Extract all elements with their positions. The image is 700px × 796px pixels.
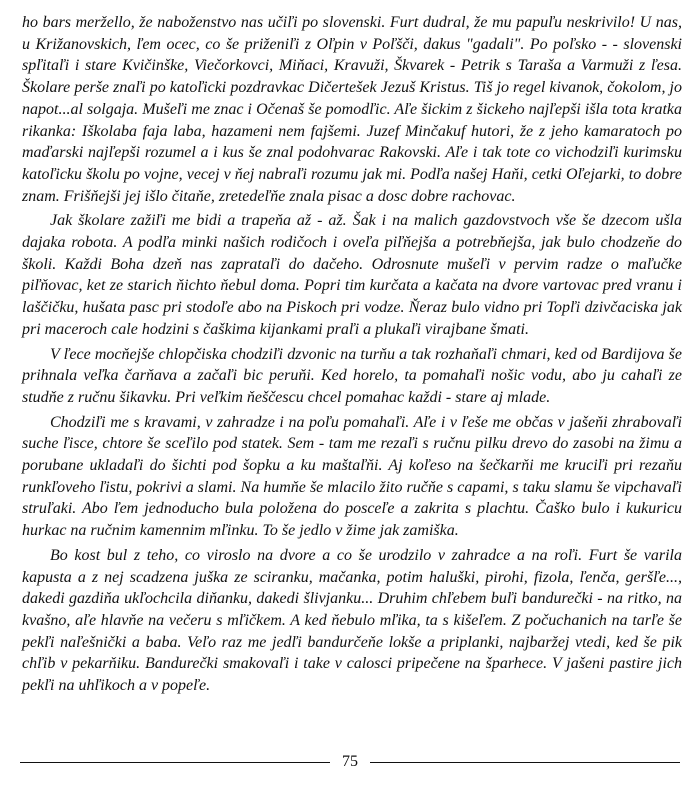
page-number: 75 — [342, 753, 358, 770]
paragraph-3: V ľece mocňejše chlopčiska chodziľi dzvonic na turňu a tak rozhaňaľi chmari, ked od Bardijova še prihnala veľka čarňava a začaľi bic peruňi. Ked horelo, ta pomahaľi nošic vodu, abo ju cahaľi ze studňe z ručnu šikavku. Pri veľkim ňeščescu chcel pomahac každi - stare aj mlade. — [22, 345, 682, 406]
paragraph-1: ho bars meržello, že naboženstvo nas učiľi po slovenski. Furt dudral, že mu papuľu neskrivilo! U nas, u Križanovskich, ľem ocec, co še priženiľi z Oľpin v Poľšči, dakus "gadali". Po poľsko - - slovenski spľitaľi i stare Kvičinške, Viečorkovci, Miňaci, Kravuži, Škvarek - Petrik s Taraša a Varmuži z ľesa. Školare perše znaľi po katoľicki pozdravkac Dičertešek Jezuš Kristus. Tiš jo regel kivanok, čokolom, jo napot...al solgaja. Mušeľi me znac i Očenaš še pomodľic. Aľe šickim z šickeho najľepši išla tota kratka rikanka: Iškolaba faja laba, hazameni nem fajšemi. Juzef Minčakuf hutori, že z jeho kamaratoch po maďarski najľepši rozumel a i kus še znal podohvarac Rakovski. Aľe i tak tote co vichodziľi kurimsku katoľicku školu po vojne, vecej v ňej nabraľi rozumu jak mi. Podľa našej Haňi, cetki Oľejarki, to dobre znam. Frišňejši jej išlo čitaňe, zretedeľňe znala pisac a dosc dobre rachovac. — [22, 14, 682, 205]
footer-rule-left — [20, 762, 330, 763]
paragraph-2: Jak školare zažiľi me bidi a trapeňa až - až. Šak i na malich gazdovstvoch vše še dzecom ušla dajaka robota. A podľa minki našich rodičoch i oveľa piľňejša a potrebňejša, jak bulo chodzeňe do školi. Každi Boha dzeň nas zaprataľi do dačeho. Odrosnute mušeľi v pervim radze o maľučke piľňovac, ket ze starich ňichto ňebul doma. Popri tim kurčata a kačata na dvore vartovac pred vranu i laščičku, hušata pasc pri stodoľe abo na Piskoch pri vodze. Ňeraz bulo vidno pri Topľi dzivčaciska jak pri maceroch cale hodzini s čaškima kijankami praľi a plukaľi virajbane šmati. — [22, 212, 682, 338]
footer-rule-right — [370, 762, 680, 763]
paragraph-4: Chodziľi me s kravami, v zahradze i na poľu pomahaľi. Aľe i v ľeše me občas v jašeňi zhrabovaľi suche ľisce, chtore še sceľilo pod statek. Sem - tam me rezaľi s ručnu pilku drevo do zasobi na žimu a porubane ukladaľi do šichti pod šopku a ku maštaľňi. Aj koľeso na šečkarňi me kruciľi pri rezaňu runkľoveho ľistu, pokrivi a slami. Na humňe še mlacilo žito ručňe s capami, s taku slamu še vipchavaľi struľaki. Abo ľem jednoducho bula položena do posceľe a zakrita s plachtu. Čaško bulo i kukuricu hurkac na ručnim kamennim mľinku. To še jedlo v žime jak zamiška. — [22, 413, 682, 540]
page-footer — [20, 752, 680, 772]
document-page — [22, 12, 682, 700]
paragraph-5: Bo kost bul z teho, co viroslo na dvore a co še urodzilo v zahradce a na roľi. Furt še varila kapusta a z nej scadzena juška ze sciranku, mačanka, potim haluški, pirohi, fizola, ľenča, geršľe..., dakedi gazdiňa ukľochcila diňanku, dakedi šlivjanku... Druhim chľebem buľi bandurečki - na ritko, na kvašno, aľe hlavňe na večeru s mľičkem. A ked ňebulo mľika, ta s kišeľem. Z počuchanich na tarľe še pekľi naľešnički a baba. Veľo raz me jedľi bandurčeňe lokše a priplanki, najbaržej vtedi, ked še pik chľib v pekarňiku. Bandurečki smakovaľi i take v calosci pripečene na šparhece. V jašeni pastire jich pekľi na uhľikoch a v popeľe. — [22, 546, 682, 695]
